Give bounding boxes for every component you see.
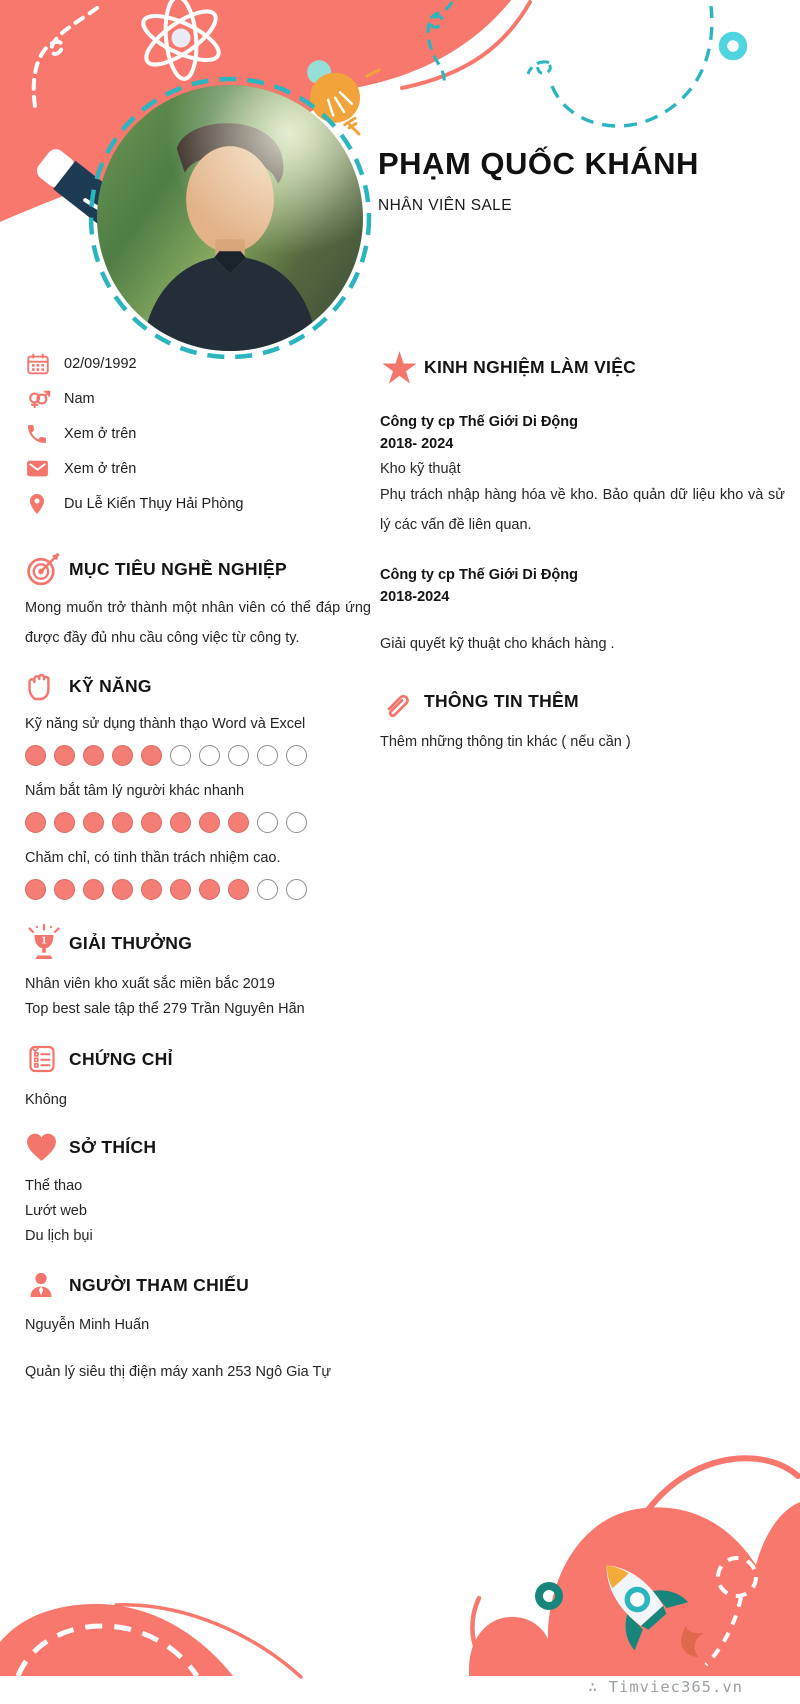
hobby-item: Du lịch bụi	[25, 1228, 93, 1244]
footer-decoration	[0, 1374, 800, 1704]
fist-icon	[25, 669, 69, 703]
skill-dot	[257, 745, 278, 766]
experience-period: 2018-2024	[380, 589, 450, 605]
skill-dot	[83, 812, 104, 833]
section-title: NGƯỜI THAM CHIẾU	[69, 1274, 250, 1295]
checklist-icon	[25, 1042, 69, 1076]
skill-rating	[25, 745, 371, 766]
section-title: THÔNG TIN THÊM	[424, 691, 579, 711]
objective-text: Mong muốn trở thành một nhân viên có thể đáp ứng được đầy đủ nhu cầu công việc từ công ty.	[25, 600, 371, 646]
skill-dot	[25, 812, 46, 833]
section-header-objective	[25, 551, 371, 588]
target-icon	[25, 551, 69, 588]
email-icon	[25, 456, 55, 481]
skill-dot	[170, 745, 191, 766]
skill-label: Chăm chỉ, có tinh thần trách nhiệm cao.	[25, 850, 281, 866]
section-title: KINH NGHIỆM LÀM VIỆC	[424, 357, 637, 377]
award-item: Nhân viên kho xuất sắc miền bắc 2019	[25, 976, 275, 992]
skill-rating	[25, 812, 371, 833]
section-title: GIẢI THƯỞNG	[69, 932, 193, 953]
section-header-references	[25, 1269, 371, 1301]
identity-block	[378, 146, 778, 215]
person-icon	[25, 1269, 69, 1301]
gender-icon	[25, 385, 55, 412]
candidate-name: PHẠM QUỐC KHÁNH	[378, 146, 699, 181]
skill-dot	[54, 879, 75, 900]
additional-text: Thêm những thông tin khác ( nếu cần )	[380, 733, 631, 750]
skill-dot	[54, 812, 75, 833]
contact-item	[25, 346, 371, 381]
watermark: ∴ Timviec365.vn	[588, 1678, 743, 1696]
section-header-awards	[25, 924, 371, 962]
skill-dot	[170, 879, 191, 900]
skill-dot	[112, 812, 133, 833]
section-header-hobbies	[25, 1131, 371, 1164]
section-header-certificates	[25, 1042, 371, 1076]
skill-dot	[199, 879, 220, 900]
contact-item	[25, 486, 371, 521]
skill-dot	[257, 812, 278, 833]
experience-department: Kho kỹ thuật	[380, 461, 461, 477]
experience-entry	[380, 411, 785, 540]
skill-dot	[228, 745, 249, 766]
skill-dot	[83, 745, 104, 766]
skill-dot	[141, 879, 162, 900]
reference-name: Nguyễn Minh Huấn	[25, 1317, 150, 1333]
skill-dot	[112, 745, 133, 766]
section-title: SỞ THÍCH	[69, 1137, 157, 1157]
certificate-item: Không	[25, 1092, 67, 1108]
skill-dot	[83, 879, 104, 900]
skill-dot	[257, 879, 278, 900]
teal-donut-small	[539, 1586, 559, 1606]
experience-company: Công ty cp Thế Giới Di Động	[380, 567, 578, 583]
section-header-skills	[25, 669, 371, 703]
paperclip-icon	[380, 684, 424, 720]
left-column	[25, 340, 371, 1385]
svg-text:1: 1	[41, 934, 47, 947]
portrait-photo	[97, 85, 363, 351]
trophy-icon	[25, 924, 69, 962]
skill-dot	[228, 879, 249, 900]
heart-icon	[25, 1131, 69, 1164]
skill-dot	[25, 745, 46, 766]
section-title: MỤC TIÊU NGHỀ NGHIỆP	[69, 559, 287, 579]
hobby-item: Lướt web	[25, 1203, 87, 1219]
skill-dot	[286, 879, 307, 900]
phone-icon	[25, 422, 55, 446]
skill-dot	[25, 879, 46, 900]
reference-role: Quản lý siêu thị điện máy xanh 253 Ngô Gia Tự	[25, 1364, 332, 1380]
skill-label: Nắm bắt tâm lý người khác nhanh	[25, 783, 245, 799]
contact-item	[25, 416, 371, 451]
section-title: CHỨNG CHỈ	[69, 1048, 173, 1069]
teal-donut	[723, 36, 743, 56]
candidate-job-title: NHÂN VIÊN SALE	[378, 197, 512, 214]
skill-label: Kỹ năng sử dụng thành thạo Word và Excel	[25, 716, 306, 732]
birthday-value: 02/09/1992	[64, 355, 137, 372]
skill-dot	[199, 812, 220, 833]
skill-dot	[170, 812, 191, 833]
experience-period: 2018- 2024	[380, 436, 454, 452]
skill-dot	[228, 812, 249, 833]
experience-entry	[380, 564, 785, 660]
contact-item	[25, 381, 371, 416]
section-header-experience	[380, 348, 785, 387]
contact-item	[25, 451, 371, 486]
section-header-additional	[380, 684, 785, 720]
teal-dashed-arc	[552, 6, 712, 126]
skill-dot	[141, 812, 162, 833]
experience-company: Công ty cp Thế Giới Di Động	[380, 414, 578, 430]
section-title: KỸ NĂNG	[69, 675, 152, 696]
skill-dot	[54, 745, 75, 766]
experience-description: Phụ trách nhập hàng hóa về kho. Bảo quản dữ liệu kho và sử lý các vấn đề liên quan.	[380, 487, 785, 533]
email-value: Xem ở trên	[64, 460, 137, 477]
skill-dot	[141, 745, 162, 766]
skill-dot	[112, 879, 133, 900]
location-icon	[25, 492, 55, 516]
skill-dot	[286, 745, 307, 766]
award-item: Top best sale tập thể 279 Trần Nguyên Hãn	[25, 1001, 305, 1017]
address-value: Du Lễ Kiến Thụy Hải Phòng	[64, 495, 244, 512]
skill-dot	[199, 745, 220, 766]
star-icon	[380, 348, 424, 387]
hobby-item: Thể thao	[25, 1178, 83, 1194]
experience-description: Giải quyết kỹ thuật cho khách hàng .	[380, 636, 615, 652]
right-column	[380, 340, 785, 755]
skill-rating	[25, 879, 371, 900]
gender-value: Nam	[64, 390, 95, 407]
skill-dot	[286, 812, 307, 833]
photo-glare	[97, 85, 363, 351]
calendar-icon	[25, 351, 55, 377]
phone-value: Xem ở trên	[64, 425, 137, 442]
